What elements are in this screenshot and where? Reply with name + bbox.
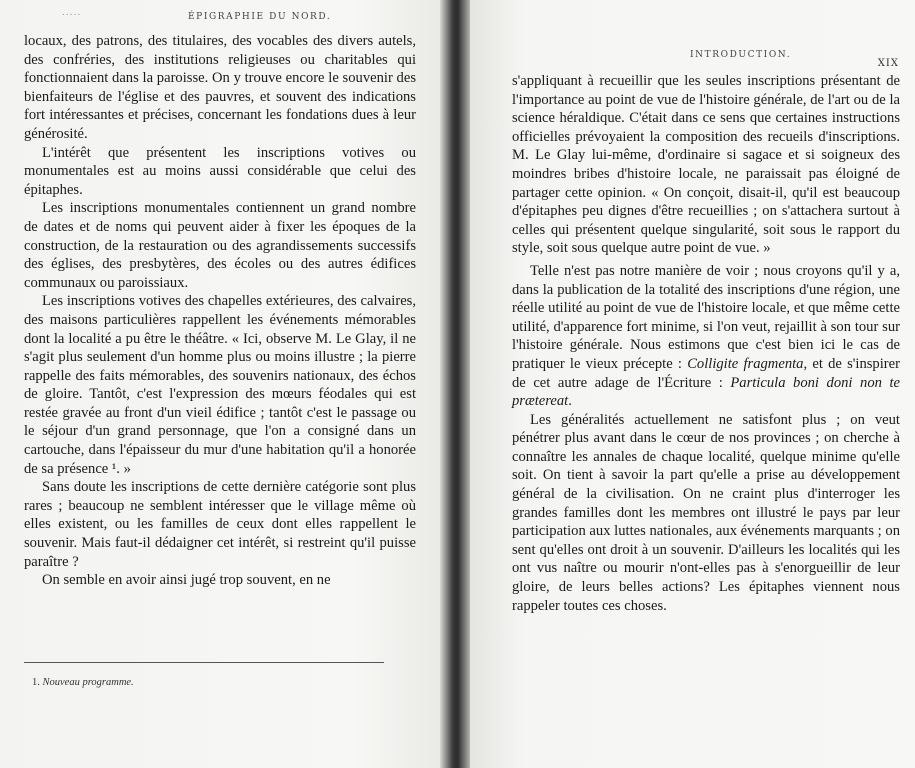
right-page-body [512, 72, 900, 615]
paragraph-text: . [568, 393, 572, 410]
paragraph-text: , et de s'inspirer de cet autre adage de l'Écriture : [512, 355, 900, 391]
paragraph: Les inscriptions monumentales contiennent un grand nombre de dates et de noms qui peuvent aider à fixer les époques de la construction, de la restauration ou des agrandissements successifs des églises, des presbytères, des écoles ou des autres édifices communaux ou paroissiaux. [24, 200, 416, 291]
running-head-right: INTRODUCTION. [690, 50, 792, 60]
top-dots: ..... [62, 8, 82, 18]
latin-quote: Particula boni doni non te prætereat [512, 374, 900, 410]
footnote-divider [24, 662, 384, 663]
paragraph: On semble en avoir ainsi jugé trop souvent, en ne [42, 572, 331, 589]
paragraph: L'intérêt que présentent les inscriptions votives ou monumentales est au moins aussi considérable que celui des épitaphes. [24, 144, 416, 198]
left-page [0, 0, 445, 768]
paragraph: locaux, des patrons, des titulaires, des vocables des divers autels, des confréries, des institutions religieuses ou charitables qui fonctionnaient dans la paroisse. On y trouve encore le souvenir des bienfaiteurs de l'église et des pauvres, et souvent des indications fort intéressantes et précises, concernant les fondations dues à leur générosité. [24, 33, 416, 142]
latin-quote: Colligite fragmenta [687, 355, 804, 372]
footnote [32, 677, 134, 688]
paragraph: Sans doute les inscriptions de cette dernière catégorie sont plus rares ; beaucoup ne semblent intéresser que le village même où elles existent, ou les familles de ceux dont elles rappellent le souvenir. Mais faut-il dédaigner cet intérêt, si restreint qu'il puisse paraître ? [24, 479, 416, 570]
book-gutter [440, 0, 472, 768]
paragraph: Les généralités actuellement ne satisfont plus ; on veut pénétrer plus avant dans le cœur de nos provinces ; on cherche à connaître les annales de chaque localité, quelque minime qu'elle soit. On tient à savoir la part qu'elle a prise au développement général de la civilisation. On ne craint plus d'interroger les grandes familles dont les membres ont illustré le pays par leur participation aux luttes nationales, aux événements marquants ; on sent qu'elles ont droit à un souvenir. D'ailleurs les localités qui les ont vus naître ou mourir n'ont-elles pas à s'enorgueillir de leur gloire, de leurs belles actions? Les épitaphes viennent nous rappeler toutes ces choses. [512, 411, 900, 614]
running-head-left: ÉPIGRAPHIE DU NORD. [188, 12, 332, 22]
paragraph: Les inscriptions votives des chapelles extérieures, des calvaires, des maisons particulières rappellent les événements mémorables dont la localité a pu être le théâtre. « Ici, observe M. Le Glay, il ne s'agit plus seulement d'un homme plus ou moins illustre ; la pierre rappelle des faits mémorables, des souvenirs nationaux, des échos de gloire. Tantôt, c'est l'expression des mœurs féodales qui est restée gravée au front d'un vieil édifice ; tantôt c'est le passage ou le séjour d'un grand personnage, que l'on a consigné dans un cartouche, dans l'épaisseur du mur d'une habitation qu'il a honorée de sa présence ¹. » [24, 293, 416, 477]
page-number: XIX [877, 58, 899, 69]
footnote-number: 1. [32, 677, 40, 688]
paragraph: s'appliquant à recueillir que les seules inscriptions présentant de l'importance au point de vue de l'histoire générale, de l'art ou de la science héraldique. C'était dans ce sens que certaines instructions officielles prévoyaient la composition des recueils d'inscriptions. M. Le Glay lui-même, d'ordinaire si sagace et si soigneux des moindres bribes d'histoire locale, ne paraissait pas éloigné de partager cette opinion. « On conçoit, disait-il, qu'il est beaucoup d'épitaphes peu dignes d'être recueillies ; on s'attachera surtout à celles qui présentent quelque singularité, soit sous le rapport du style, soit sous quelque autre point de vue. » [512, 73, 900, 257]
paragraph-text: Telle n'est pas notre manière de voir ; nous croyons qu'il y a, dans la publication de la totalité des inscriptions d'une région, une réelle utilité au point de vue de l'histoire locale, et que même cette utilité, d'apparence fort minime, si l'on veut, rejaillit à son tour sur l'histoire générale. Nous estimons que c'est bien ici le cas de pratiquer le vieux précepte : [512, 262, 900, 372]
left-page-body [24, 32, 416, 590]
footnote-text: Nouveau programme. [42, 677, 134, 688]
right-page [470, 0, 915, 768]
paragraph [512, 262, 900, 411]
